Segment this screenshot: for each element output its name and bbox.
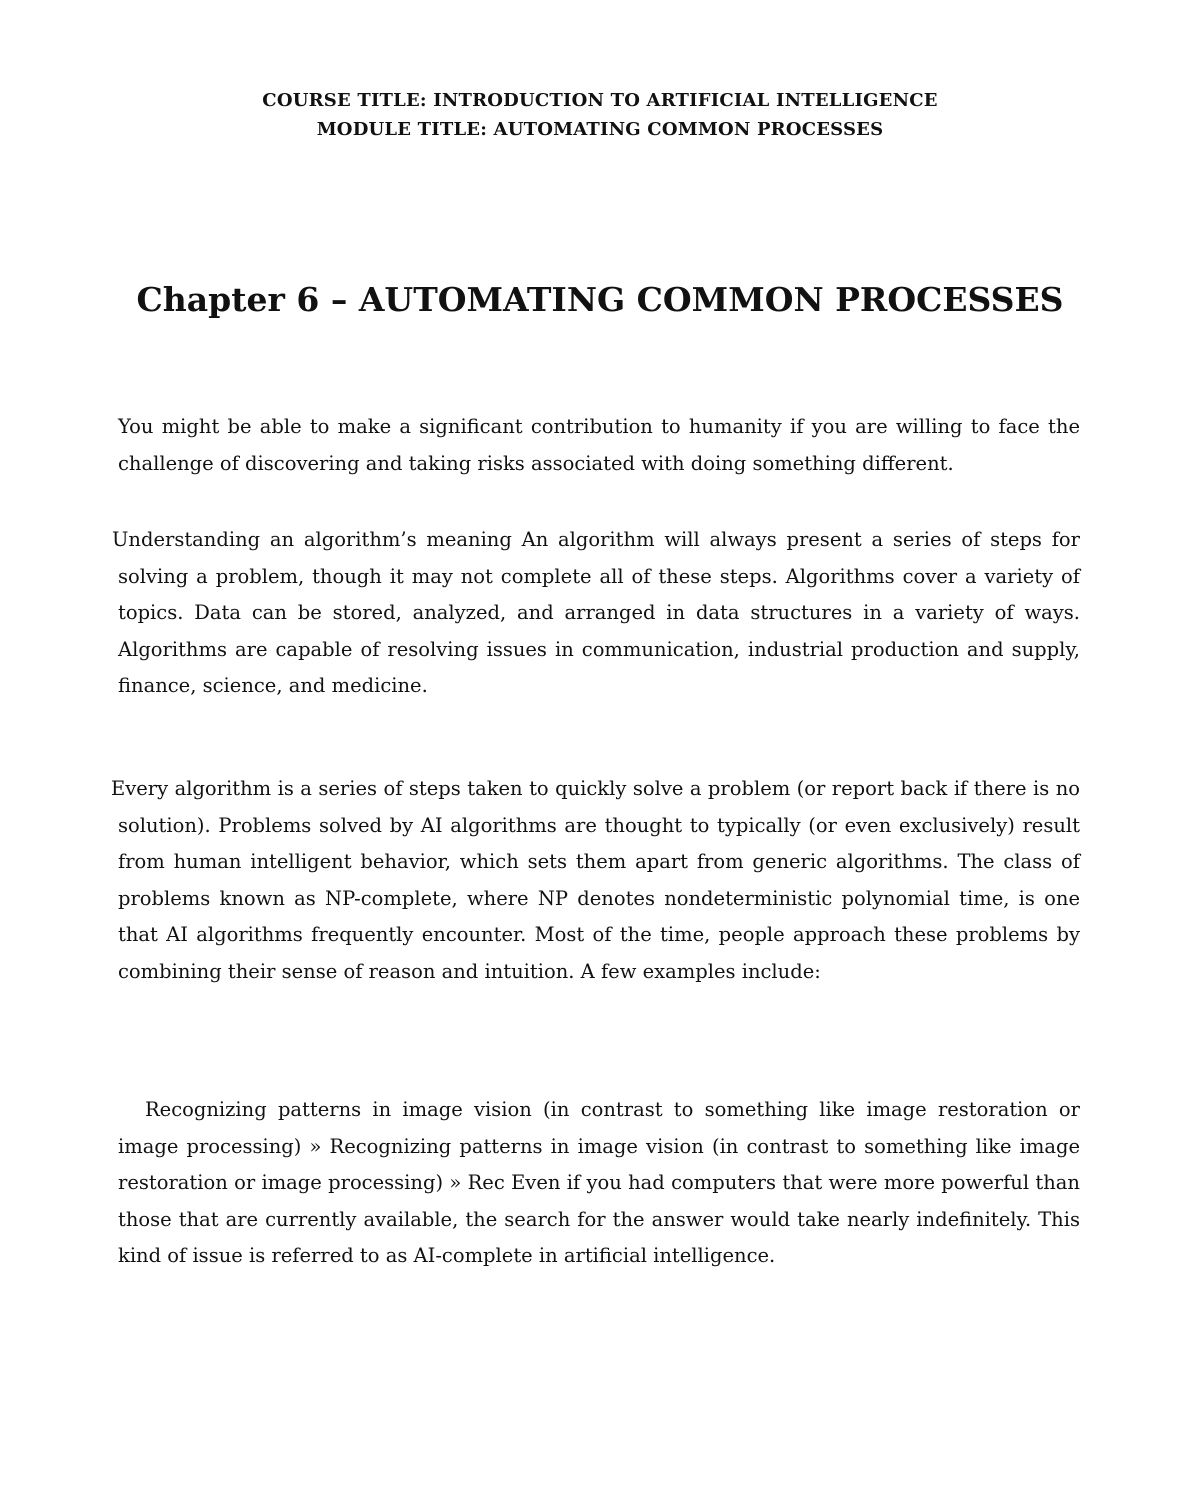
paragraph-examples: Recognizing patterns in image vision (in contrast to something like image restoration or image processing) » Recognizing patterns in image vision (in contrast to something like image restoration or image processing) » Rec Even if you had computers that were more powerful than those that are currently available, the search for the answer would take nearly indefinitely. This kind of issue is referred to as AI-complete in artificial intelligence. [118,1098,1080,1267]
module-title: MODULE TITLE: AUTOMATING COMMON PROCESSES [316,119,884,140]
paragraph-ai-algorithms: Every algorithm is a series of steps taken to quickly solve a problem (or report back if there is no solution). Problems solved by AI algorithms are thought to typically (or even exclusively) result from human intelligent behavior, which sets them apart from generic algorithms. The class of problems known as NP-complete, where NP denotes nondeterministic polynomial time, is one that AI algorithms frequently encounter. Most of the time, people approach these problems by combining their sense of reason and intuition. A few examples include: [111,777,1080,983]
paragraph-intro: You might be able to make a significant contribution to humanity if you are willing to face the challenge of discovering and taking risks associated with doing something different. [118,415,1080,475]
paragraph-algorithm-meaning: Understanding an algorithm’s meaning An algorithm will always present a series of steps for solving a problem, though it may not complete all of these steps. Algorithms cover a variety of topics. Data can be stored, analyzed, and arranged in data structures in a variety of ways. Algorithms are capable of resolving issues in communication, industrial production and supply, finance, science, and medicine. [112,528,1080,697]
chapter-title: Chapter 6 – AUTOMATING COMMON PROCESSES [136,280,1064,319]
course-title: COURSE TITLE: INTRODUCTION TO ARTIFICIAL INTELLIGENCE [262,90,938,111]
page-header [0,86,1200,144]
